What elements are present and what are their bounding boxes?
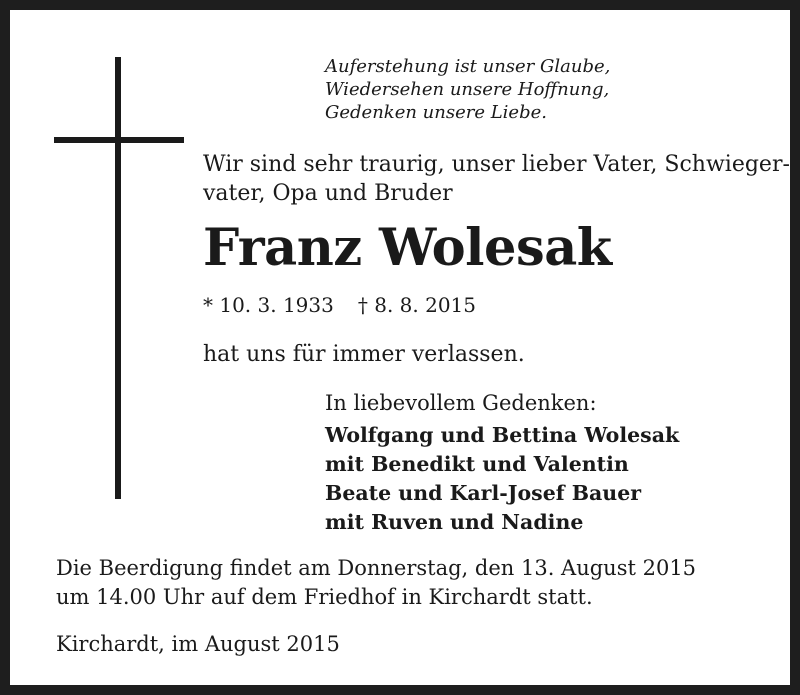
intro-line: Wir sind sehr traurig, unser lieber Vater, Schwieger- [203,152,790,177]
mourners-greeting: In liebevollem Gedenken: [325,391,597,415]
motto-line: Wiedersehen unsere Hoffnung, [325,79,610,100]
place-and-date: Kirchardt, im August 2015 [56,632,340,656]
motto-verse [325,55,610,124]
life-dates [203,290,476,320]
intro-line: vater, Opa und Bruder [203,181,453,206]
funeral-line: Die Beerdigung findet am Donnerstag, den 13. August 2015 [56,556,697,580]
mourners-list [325,421,679,537]
intro-text [203,150,790,208]
motto-line: Auferstehung ist unser Glaube, [325,56,611,77]
mourner-line: mit Ruven und Nadine [325,510,584,534]
mourner-line: mit Benedikt und Valentin [325,452,629,476]
mourner-line: Beate und Karl-Josef Bauer [325,481,642,505]
cross-vertical-beam [115,57,121,499]
birth-date: * 10. 3. 1933 [203,293,334,317]
funeral-line: um 14.00 Uhr auf dem Friedhof in Kirchardt statt. [56,585,593,609]
deceased-name: Franz Wolesak [203,218,612,278]
motto-line: Gedenken unsere Liebe. [325,102,547,123]
cross-horizontal-beam [54,137,184,143]
mourner-line: Wolfgang und Bettina Wolesak [325,423,680,447]
passing-statement: hat uns für immer verlassen. [203,342,525,367]
death-date: † 8. 8. 2015 [357,293,476,317]
funeral-details [56,554,696,612]
